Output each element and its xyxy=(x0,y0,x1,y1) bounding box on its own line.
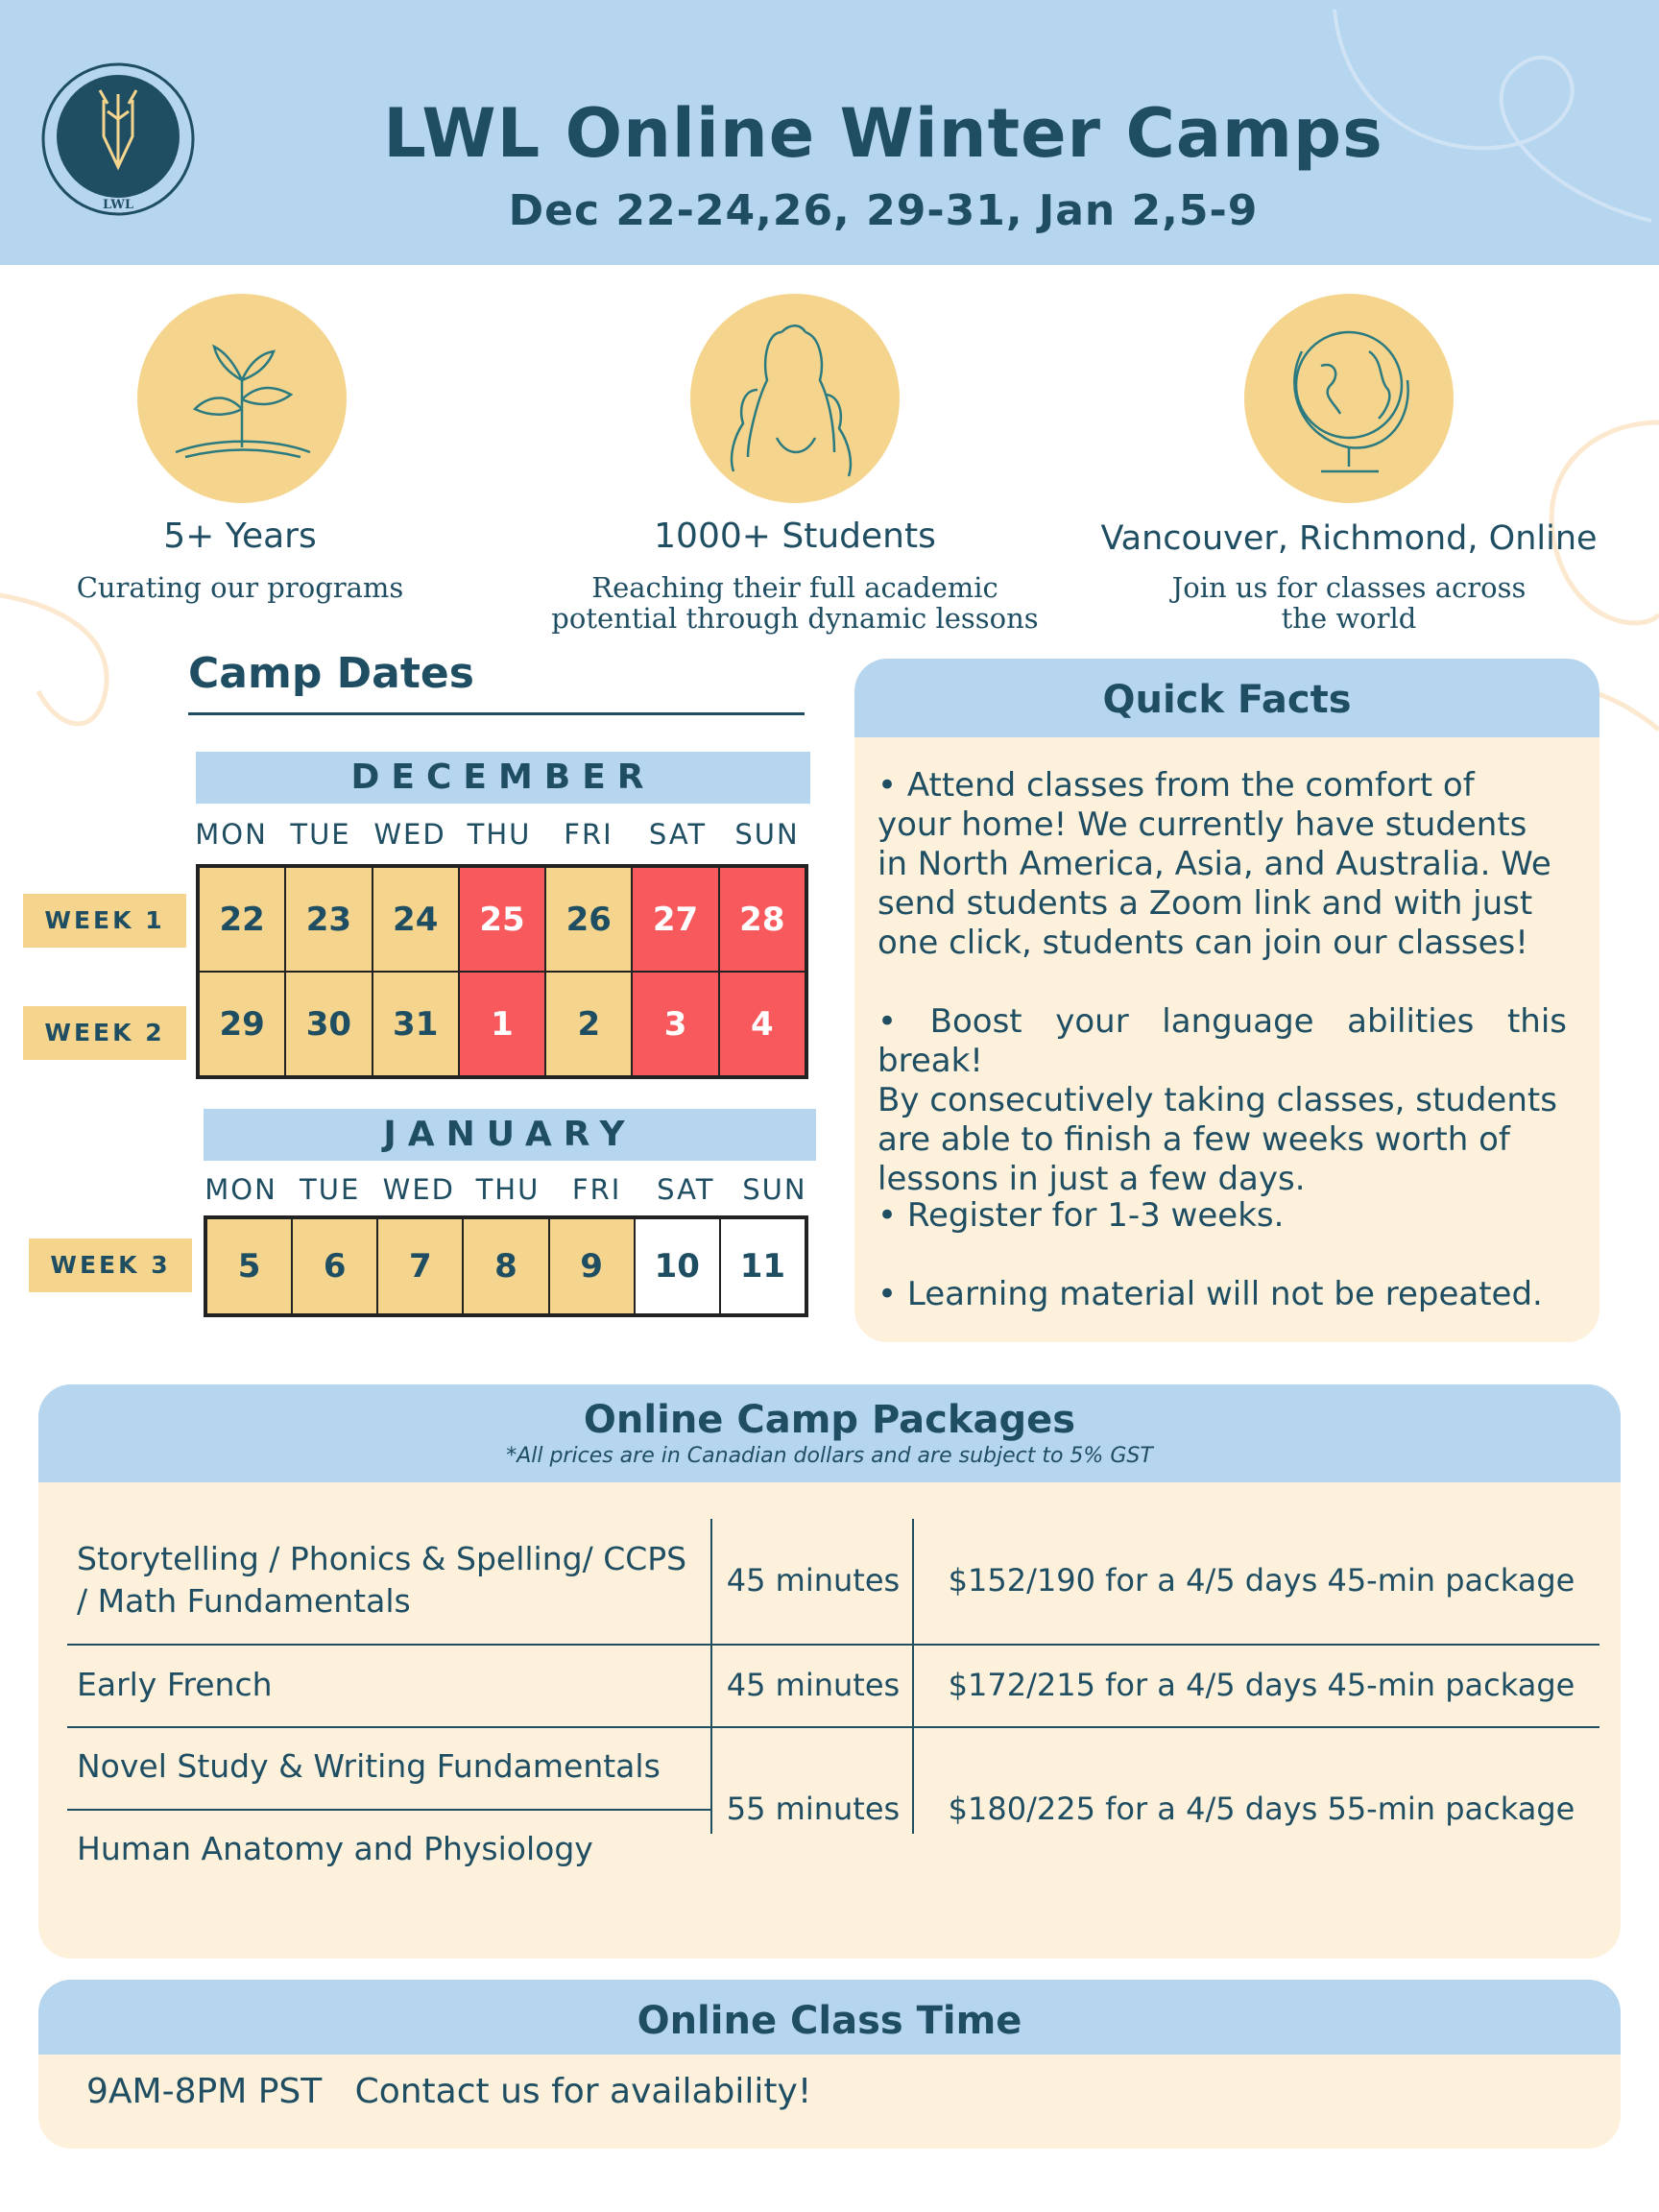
date-cell: 7 xyxy=(377,1218,463,1314)
day-label: FRI xyxy=(564,818,613,851)
camp-dates-heading: Camp Dates xyxy=(188,649,474,698)
date-cell-closed: 28 xyxy=(719,867,805,972)
date-cell: 31 xyxy=(373,972,459,1076)
course-name: / Math Fundamentals xyxy=(77,1582,411,1620)
course-name: Storytelling / Phonics & Spelling/ CCPS xyxy=(77,1540,687,1577)
stat-title: 5+ Years xyxy=(163,517,317,556)
january-month-bar: JANUARY xyxy=(204,1109,816,1161)
course-duration: 45 minutes xyxy=(726,1667,901,1703)
january-day-header xyxy=(198,1173,818,1208)
date-cell: 26 xyxy=(545,867,632,972)
stat-title: 1000+ Students xyxy=(654,517,936,556)
week-2-label: WEEK 2 xyxy=(23,1006,186,1060)
date-cell: 30 xyxy=(285,972,372,1076)
fact-line: • Boost your language abilities this break! xyxy=(878,1002,1567,1080)
fact-line: • Register for 1-3 weeks. xyxy=(878,1196,1285,1235)
page-header xyxy=(0,0,1659,265)
quick-facts-panel xyxy=(854,659,1599,1342)
date-cell: 9 xyxy=(549,1218,635,1314)
course-price: $172/215 for a 4/5 days 45-min package xyxy=(948,1667,1575,1703)
day-label: MON xyxy=(195,818,268,851)
course-price: $180/225 for a 4/5 days 55-min package xyxy=(948,1791,1575,1827)
fact-line: By consecutively taking classes, students xyxy=(878,1081,1557,1119)
globe-icon xyxy=(1244,294,1454,503)
packages-note: *All prices are in Canadian dollars and are subject to 5% GST xyxy=(506,1444,1153,1468)
fact-line: lessons in just a few days. xyxy=(878,1160,1306,1198)
stat-desc: Curating our programs xyxy=(76,571,404,604)
day-label: THU xyxy=(467,818,532,851)
date-cell: 6 xyxy=(292,1218,377,1314)
fact-line: in North America, Asia, and Australia. We xyxy=(878,845,1551,883)
page-subtitle: Dec 22-24,26, 29-31, Jan 2,5-9 xyxy=(508,186,1259,235)
fact-line: your home! We currently have students xyxy=(878,805,1527,844)
course-name: Human Anatomy and Physiology xyxy=(77,1830,593,1867)
logo-emblem-icon xyxy=(40,61,196,217)
logo-text: LWL xyxy=(103,198,133,212)
fact-line: send students a Zoom link and with just xyxy=(878,884,1533,923)
packages-title: Online Camp Packages xyxy=(583,1398,1076,1442)
date-cell-closed: 25 xyxy=(459,867,545,972)
students-icon xyxy=(690,294,900,503)
stat-years xyxy=(38,294,442,620)
date-cell: 8 xyxy=(463,1218,548,1314)
date-cell: 23 xyxy=(285,867,372,972)
quick-fact-item xyxy=(878,1275,1567,1314)
course-name: Novel Study & Writing Fundamentals xyxy=(77,1747,661,1785)
lwl-logo xyxy=(40,61,196,217)
quick-fact-item xyxy=(878,766,1567,963)
course-duration: 45 minutes xyxy=(726,1562,901,1599)
page-title: LWL Online Winter Camps xyxy=(383,94,1383,173)
fact-line: one click, students can join our classes! xyxy=(878,924,1528,962)
class-time-text: 9AM-8PM PST Contact us for availability! xyxy=(86,2072,812,2111)
day-label: SAT xyxy=(648,818,708,851)
stat-desc-line: Reaching their full academic xyxy=(591,571,998,604)
date-cell: 22 xyxy=(199,867,285,972)
heading-divider xyxy=(188,712,805,715)
stat-desc-line: Join us for classes across xyxy=(1171,571,1527,604)
stat-title: Vancouver, Richmond, Online xyxy=(1100,519,1598,558)
course-name: Early French xyxy=(77,1666,273,1703)
date-cell-closed: 1 xyxy=(459,972,545,1076)
table-row-divider xyxy=(67,1644,1599,1646)
stat-circle xyxy=(137,294,347,503)
week-1-label: WEEK 1 xyxy=(23,894,186,948)
fact-line: • Attend classes from the comfort of xyxy=(878,766,1475,805)
quick-fact-item xyxy=(878,1196,1567,1236)
stat-circle xyxy=(1244,294,1454,503)
day-label: SUN xyxy=(742,1173,807,1206)
day-label: FRI xyxy=(571,1173,622,1206)
table-row xyxy=(38,1538,1621,1634)
class-time-title: Online Class Time xyxy=(637,1999,1022,2043)
stat-circle xyxy=(690,294,900,503)
stat-desc-line: the world xyxy=(1281,602,1417,635)
december-month-bar: DECEMBER xyxy=(196,752,810,804)
course-price: $152/190 for a 4/5 days 45-min package xyxy=(948,1562,1575,1599)
date-cell-empty: 11 xyxy=(720,1218,805,1314)
quick-facts-title: Quick Facts xyxy=(1102,678,1352,722)
december-day-header xyxy=(188,818,810,853)
date-cell-closed: 27 xyxy=(632,867,718,972)
day-label: SAT xyxy=(657,1173,715,1206)
stat-desc-line: potential through dynamic lessons xyxy=(551,602,1039,635)
day-label: THU xyxy=(475,1173,541,1206)
day-label: MON xyxy=(204,1173,277,1206)
date-cell: 5 xyxy=(206,1218,292,1314)
date-cell: 24 xyxy=(373,867,459,972)
december-calendar xyxy=(196,864,808,1079)
date-cell-empty: 10 xyxy=(635,1218,720,1314)
fact-line: • Learning material will not be repeated. xyxy=(878,1275,1543,1313)
date-cell: 2 xyxy=(545,972,632,1076)
fact-line: are able to finish a few weeks worth of xyxy=(878,1120,1510,1159)
stat-students xyxy=(545,294,1045,639)
date-cell-closed: 3 xyxy=(632,972,718,1076)
table-row xyxy=(38,1745,1621,1867)
day-label: SUN xyxy=(734,818,800,851)
day-label: WED xyxy=(373,818,446,851)
day-label: TUE xyxy=(300,1173,361,1206)
class-time-panel xyxy=(38,1980,1621,2149)
day-label: TUE xyxy=(290,818,351,851)
week-3-label: WEEK 3 xyxy=(29,1238,192,1292)
day-label: WED xyxy=(382,1173,455,1206)
table-row-divider xyxy=(67,1726,1599,1728)
date-cell-closed: 4 xyxy=(719,972,805,1076)
packages-panel xyxy=(38,1384,1621,1959)
quick-fact-item xyxy=(878,1002,1567,1199)
table-row xyxy=(38,1664,1621,1712)
course-duration: 55 minutes xyxy=(726,1791,901,1827)
date-cell: 29 xyxy=(199,972,285,1076)
stat-locations xyxy=(1094,294,1603,639)
sprout-icon xyxy=(137,294,347,503)
january-calendar xyxy=(204,1215,808,1317)
